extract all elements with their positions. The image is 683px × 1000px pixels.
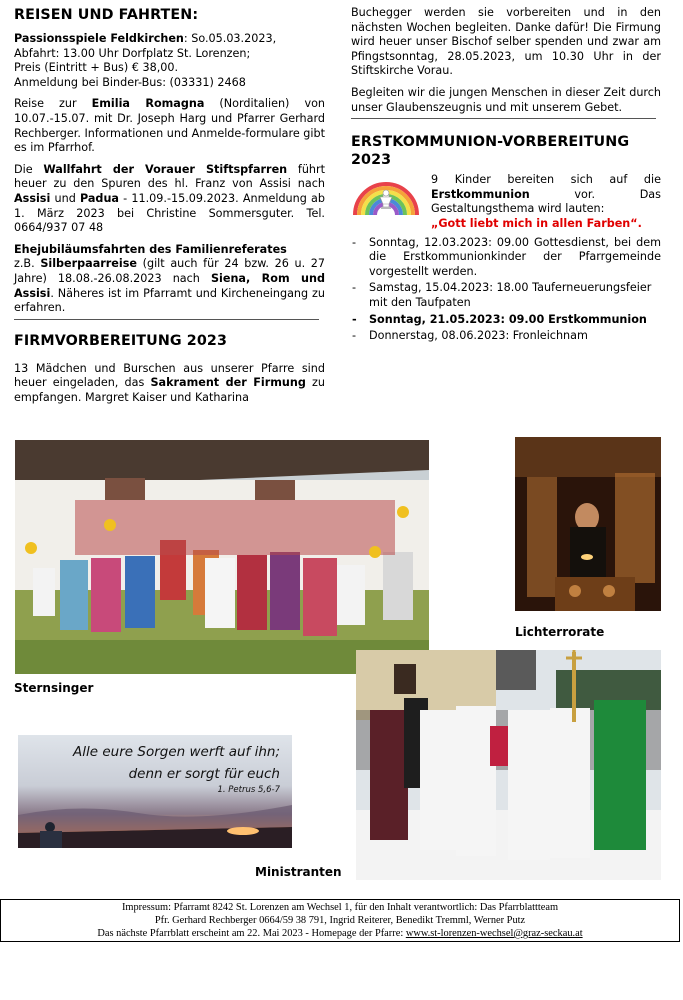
quote-line1: Alle eure Sorgen werft auf ihn; xyxy=(73,744,280,760)
passion-line3: Preis (Eintritt + Bus) € 38,00. xyxy=(14,61,179,75)
firm-sakrament: Sakrament der Firmung xyxy=(150,376,306,390)
emilia-post: (Norditalien) von 10.07.-15.07. mit Dr. Joseph Harg und Pfarrer Gerhard Rechberger. Informationen und Anmelde-formulare gibt es im Pfarrhof. xyxy=(14,97,326,155)
impressum-footer xyxy=(0,899,680,942)
homepage-link[interactable]: www.st-lorenzen-wechsel@graz-seckau.at xyxy=(405,928,583,939)
sternsinger-photo xyxy=(15,440,429,674)
firm-end: Begleiten wir die jungen Menschen in dieser Zeit durch unser Glaubenszeugnis und mit unserem Gebet. xyxy=(351,85,661,114)
lichterrorate-caption: Lichterrorate xyxy=(515,625,605,639)
ehe-pre: z.B. xyxy=(14,257,41,271)
wallfahrt-name: Wallfahrt der Vorauer Stiftspfarren xyxy=(43,162,288,176)
wallfahrt-padua: Padua xyxy=(79,191,119,205)
quote-line2: denn er sorgt für euch xyxy=(128,766,280,782)
passion-label: Passionsspiele Feldkirchen xyxy=(14,32,184,45)
ministranten-caption: Ministranten xyxy=(255,865,342,879)
ehe-paragraph xyxy=(14,243,325,316)
ek-intro-bold: Erstkommunion xyxy=(431,187,530,201)
erstkommunion-heading xyxy=(351,133,661,169)
firm-heading: FIRMVORBEREITUNG 2023 xyxy=(14,332,227,349)
firm-post: zu empfangen. Margret Kaiser und Katharina xyxy=(14,376,325,404)
ehe-mid: (gilt auch für 24 bzw. 26 u. 27 Jahre) 18.08.-26.08.2023 nach xyxy=(14,257,326,285)
firm-paragraph xyxy=(14,362,325,406)
ek-intro xyxy=(351,173,661,231)
ek-intro-text xyxy=(431,173,661,231)
ehe-silber: Silberpaarreise xyxy=(40,257,137,271)
ministranten-image xyxy=(356,650,661,880)
list-item: - Sonntag, 12.03.2023: 09.00 Gottesdienst, bei dem die Erstkommunionkinder der Pfarrgemeinde vorgestellt werden. xyxy=(351,236,661,280)
emilia-paragraph xyxy=(14,97,325,155)
lichterrorate-image xyxy=(515,437,661,611)
emilia-pre: Reise zur xyxy=(14,97,92,111)
ehe-title: Ehejubiläumsfahrten des Familienreferates xyxy=(14,242,287,256)
reisen-heading: REISEN UND FAHRTEN: xyxy=(14,7,199,23)
ek-title-line1: ERSTKOMMUNION-VORBEREITUNG xyxy=(351,134,630,151)
ek-dates-list xyxy=(351,236,661,344)
quote-reference: 1. Petrus 5,6-7 xyxy=(217,785,280,795)
passion-date: : So.05.03.2023, xyxy=(183,32,277,45)
footer-line2: Pfr. Gerhard Rechberger 0664/59 38 791, Ingrid Reiterer, Benedikt Tremml, Werner Putz xyxy=(154,915,526,926)
ehe-siena: Siena, Rom und Assisi xyxy=(14,271,325,300)
ministranten-photo xyxy=(356,650,661,880)
firm-continued: Buchegger werden sie vorbereiten und in den nächsten Wochen begleiten. Danke dafür! Die Firmung wird heuer unser Bischof selber spenden und zwar am Pfingstsonntag, 28.05.2023, um 10.30 Uhr in der Stiftskirche Vorau. xyxy=(351,6,661,78)
ek-motto: „Gott liebt mich in allen Farben“. xyxy=(431,216,642,230)
wallfahrt-und: und xyxy=(50,191,80,205)
divider-right xyxy=(351,117,656,119)
list-item: - Donnerstag, 08.06.2023: Fronleichnam xyxy=(351,329,661,344)
wallfahrt-paragraph xyxy=(14,163,325,236)
ehe-post: . Näheres ist im Pfarramt und Kircheneingang zu erfahren. xyxy=(14,286,325,315)
quote-image xyxy=(18,735,292,848)
wallfahrt-post: - 11.09.-15.09.2023. Anmeldung ab 1. März 2023 bei Christine Sommersguter. Tel. 0664/937 07 48 xyxy=(14,191,325,235)
footer-line1: Impressum: Pfarramt 8242 St. Lorenzen am Wechsel 1, für den Inhalt verantwortlich: Das Pfarrblattteam xyxy=(121,902,559,913)
ek-intro-post: vor. Das Gestaltungsthema wird lauten: xyxy=(431,187,661,216)
passion-line4: Anmeldung bei Binder-Bus: (03331) 2468 xyxy=(14,75,246,89)
ek-intro-pre: 9 Kinder bereiten sich auf die xyxy=(431,173,661,187)
firm-pre: 13 Mädchen und Burschen aus unserer Pfarre sind heuer eingeladen, das xyxy=(14,361,325,390)
wallfahrt-pre: Die xyxy=(14,162,44,176)
passion-paragraph xyxy=(14,32,325,90)
ek-title-line2: 2023 xyxy=(351,152,392,169)
left-column xyxy=(14,6,325,412)
wallfahrt-assisi: Assisi xyxy=(14,191,51,205)
right-column xyxy=(351,6,661,346)
sternsinger-image xyxy=(15,440,429,674)
list-item: - Samstag, 15.04.2023: 18.00 Tauferneuerungsfeier mit den Taufpaten xyxy=(351,281,661,310)
rainbow-chalice-icon xyxy=(351,181,421,217)
wallfahrt-mid: führt heuer zu den Spuren des hl. Franz von Assisi nach xyxy=(14,162,325,191)
emilia-name: Emilia Romagna xyxy=(91,97,205,111)
sternsinger-caption: Sternsinger xyxy=(14,681,94,695)
divider-left xyxy=(14,318,319,320)
list-item: - Sonntag, 21.05.2023: 09.00 Erstkommunion xyxy=(351,313,661,328)
passion-line2: Abfahrt: 13.00 Uhr Dorfplatz St. Lorenzen; xyxy=(14,46,251,60)
footer-line3-text: Das nächste Pfarrblatt erscheint am 22. Mai 2023 - Homepage der Pfarre: xyxy=(97,928,406,939)
lichterrorate-photo xyxy=(515,437,661,611)
footer-line3 xyxy=(1,927,679,940)
